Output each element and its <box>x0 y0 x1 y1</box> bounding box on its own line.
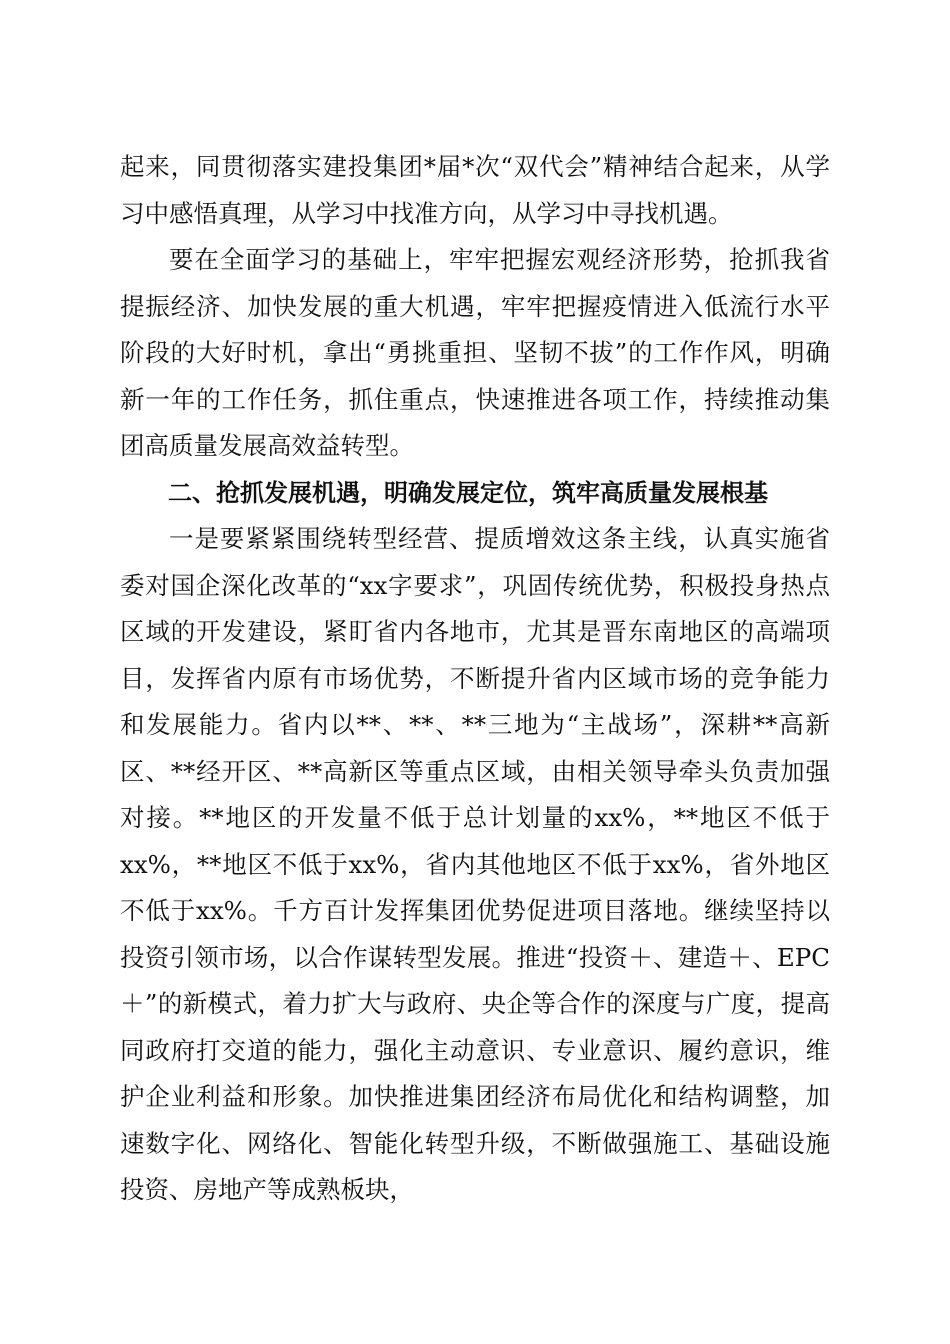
paragraph-continuation: 起来，同贯彻落实建投集团*届*次“双代会”精神结合起来，从学习中感悟真理，从学习中找准方向，从学习中寻找机遇。 <box>120 152 830 228</box>
section-heading: 二、抢抓发展机遇，明确发展定位，筑牢高质量发展根基 <box>168 478 768 507</box>
document-body <box>120 144 830 1214</box>
paragraph-study-opportunity: 要在全面学习的基础上，牢牢把握宏观经济形势，抢抓我省提振经济、加快发展的重大机遇，牢牢把握疫情进入低流行水平阶段的大好时机，拿出“勇挑重担、坚韧不拔”的工作作风，明确新一年的工作任务，抓住重点，快速推进各项工作，持续推动集团高质量发展高效益转型。 <box>120 245 830 460</box>
paragraph-main-line: 一是要紧紧围绕转型经营、提质增效这条主线，认真实施省委对国企深化改革的“xx字要求”，巩固传统优势，积极投身热点区域的开发建设，紧盯省内各地市，尤其是晋东南地区的高端项目，发挥省内原有市场优势，不断提升省内区域市场的竞争能力和发展能力。省内以**、**、**三地为“主战场”，深耕**高新区、**经开区、**高新区等重点区域，由相关领导牵头负责加强对接。**地区的开发量不低于总计划量的xx%，**地区不低于xx%，**地区不低于xx%，省内其他地区不低于xx%，省外地区不低于xx%。千方百计发挥集团优势促进项目落地。继续坚持以投资引领市场，以合作谋转型发展。推进“投资＋、建造＋、EPC＋”的新模式，着力扩大与政府、央企等合作的深度与广度，提高同政府打交道的能力，强化主动意识、专业意识、履约意识，维护企业利益和形象。加快推进集团经济布局优化和结构调整，加速数字化、网络化、智能化转型升级，不断做强施工、基础设施投资、房地产等成熟板块， <box>120 524 830 1204</box>
